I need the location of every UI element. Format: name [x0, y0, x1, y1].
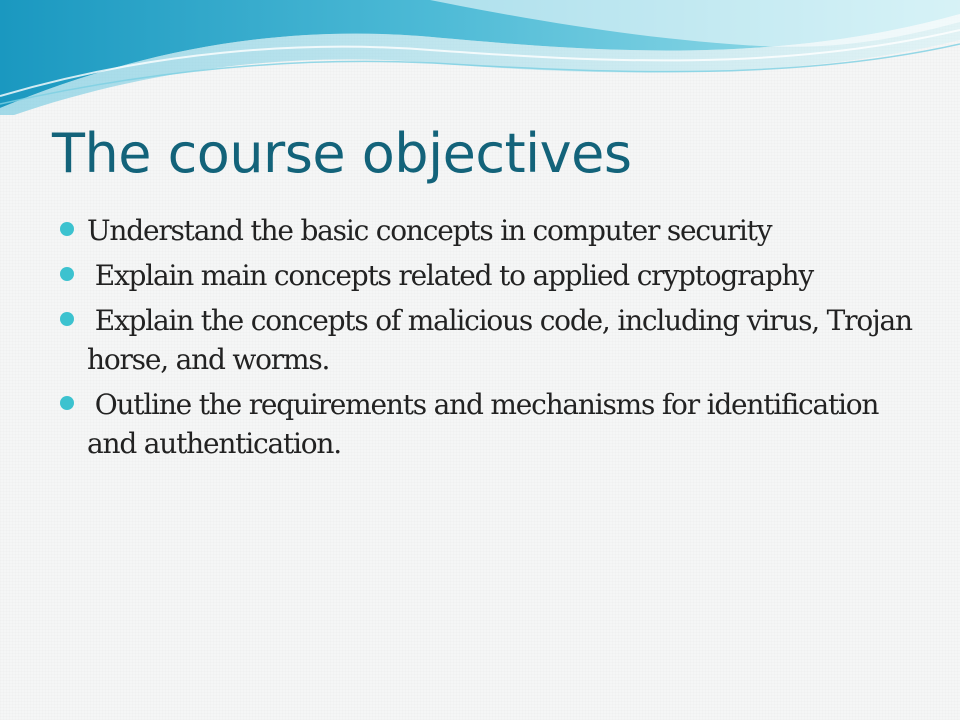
list-item-text: Outline the requirements and mechanisms for identification and authentication.: [87, 388, 886, 460]
list-item-text: Understand the basic concepts in computer security: [87, 214, 772, 247]
list-item-text: Explain main concepts related to applied cryptography: [87, 259, 813, 292]
slide-title: The course objectives: [52, 122, 632, 185]
bullet-marker-icon: [60, 312, 74, 326]
list-item: [60, 385, 920, 463]
bullet-marker-icon: [60, 222, 74, 236]
objectives-list: [60, 211, 920, 469]
list-item-text: Explain the concepts of malicious code, including virus, Trojan horse, and worms.: [87, 304, 920, 376]
header-wave-decoration: [0, 0, 960, 115]
bullet-marker-icon: [60, 396, 74, 410]
list-item: [60, 301, 920, 379]
list-item: [60, 211, 920, 250]
bullet-marker-icon: [60, 267, 74, 281]
list-item: [60, 256, 920, 295]
